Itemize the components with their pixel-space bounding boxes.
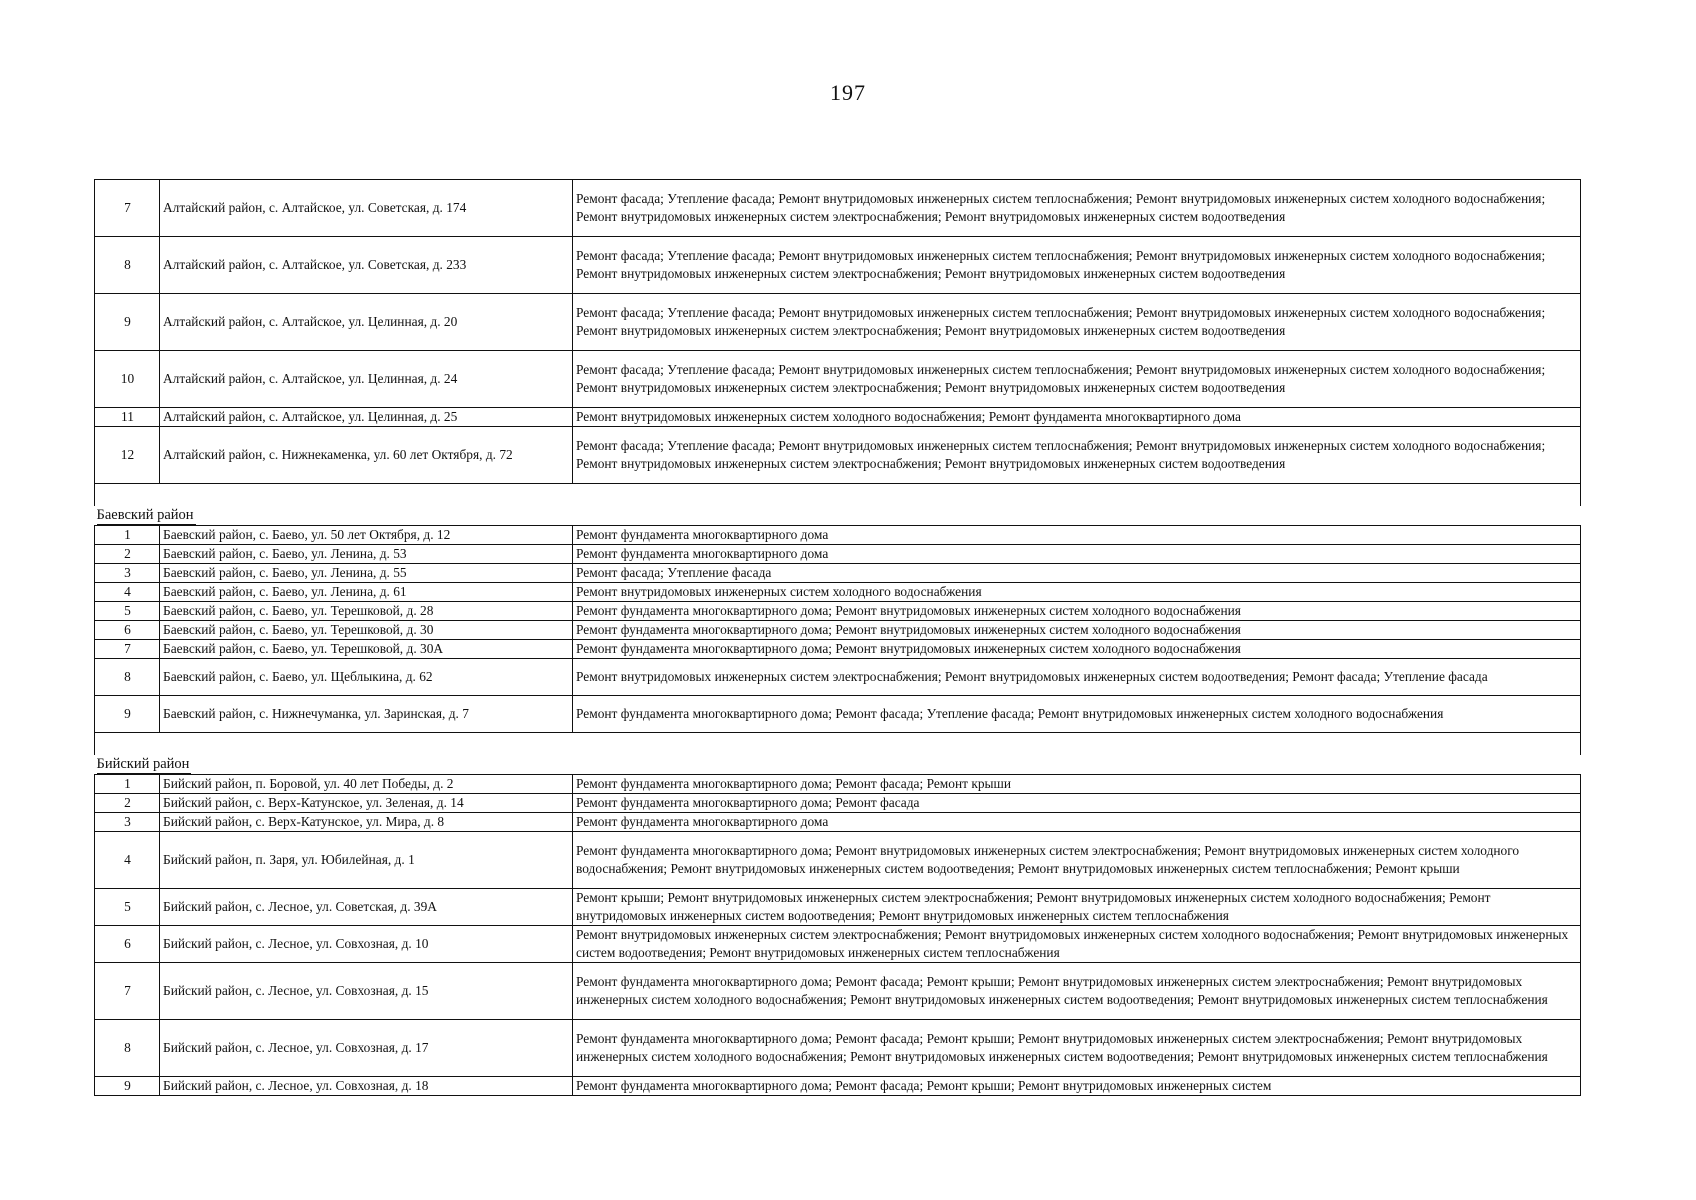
row-works: Ремонт крыши; Ремонт внутридомовых инженерных систем электроснабжения; Ремонт внутридомовых инженерных систем холодного водоснабжения; Ремонт внутридомовых инженерных систем водоотведения; Ремонт внутридомовых инженерных систем теплоснабжения	[573, 889, 1581, 926]
row-address: Бийский район, с. Лесное, ул. Совхозная, д. 15	[160, 963, 573, 1020]
table-row	[95, 621, 1581, 640]
table-row	[95, 640, 1581, 659]
table-row	[95, 775, 1581, 794]
row-address: Бийский район, п. Заря, ул. Юбилейная, д. 1	[160, 832, 573, 889]
row-address: Бийский район, с. Лесное, ул. Советская, д. 39А	[160, 889, 573, 926]
row-works: Ремонт фундамента многоквартирного дома; Ремонт фасада; Ремонт крыши; Ремонт внутридомовых инженерных систем электроснабжения; Ремонт внутридомовых инженерных систем холодного водоснабжения; Ремонт внутридомовых инженерных систем водоотведения; Ремонт внутридомовых инженерных систем теплоснабжения	[573, 963, 1581, 1020]
row-address: Баевский район, с. Баево, ул. 50 лет Октября, д. 12	[160, 526, 573, 545]
district-title: Баевский район	[96, 507, 194, 523]
row-number: 1	[95, 775, 160, 794]
row-number: 4	[95, 832, 160, 889]
row-address: Алтайский район, с. Алтайское, ул. Советская, д. 174	[160, 180, 573, 237]
row-number: 7	[95, 180, 160, 237]
table-row	[95, 237, 1581, 294]
table-row	[95, 294, 1581, 351]
table-row	[95, 180, 1581, 237]
row-address: Алтайский район, с. Нижнекаменка, ул. 60 лет Октября, д. 72	[160, 427, 573, 484]
row-works: Ремонт фасада; Утепление фасада; Ремонт внутридомовых инженерных систем теплоснабжения; Ремонт внутридомовых инженерных систем холодного водоснабжения; Ремонт внутридомовых инженерных систем электроснабжения; Ремонт внутридомовых инженерных систем водоотведения	[573, 351, 1581, 408]
table-row	[95, 351, 1581, 408]
works-table-body	[95, 180, 1581, 1096]
row-number: 9	[95, 294, 160, 351]
table-row	[95, 963, 1581, 1020]
table-row	[95, 1077, 1581, 1096]
table-row	[95, 659, 1581, 696]
row-number: 6	[95, 621, 160, 640]
row-works: Ремонт фундамента многоквартирного дома	[573, 545, 1581, 564]
row-number: 1	[95, 526, 160, 545]
row-works: Ремонт фундамента многоквартирного дома; Ремонт фасада	[573, 794, 1581, 813]
row-number: 4	[95, 583, 160, 602]
row-works: Ремонт фундамента многоквартирного дома; Ремонт фасада; Ремонт крыши; Ремонт внутридомовых инженерных систем	[573, 1077, 1581, 1096]
row-works: Ремонт фасада; Утепление фасада; Ремонт внутридомовых инженерных систем теплоснабжения; Ремонт внутридомовых инженерных систем холодного водоснабжения; Ремонт внутридомовых инженерных систем электроснабжения; Ремонт внутридомовых инженерных систем водоотведения	[573, 294, 1581, 351]
row-number: 11	[95, 408, 160, 427]
row-address: Бийский район, с. Верх-Катунское, ул. Мира, д. 8	[160, 813, 573, 832]
row-number: 9	[95, 696, 160, 733]
row-number: 12	[95, 427, 160, 484]
row-number: 8	[95, 659, 160, 696]
row-address: Алтайский район, с. Алтайское, ул. Целинная, д. 24	[160, 351, 573, 408]
row-works: Ремонт внутридомовых инженерных систем холодного водоснабжения	[573, 583, 1581, 602]
row-number: 2	[95, 794, 160, 813]
row-number: 3	[95, 564, 160, 583]
table-row	[95, 696, 1581, 733]
table-row	[95, 602, 1581, 621]
row-address: Баевский район, с. Баево, ул. Терешковой, д. 30	[160, 621, 573, 640]
table-row	[95, 926, 1581, 963]
row-works: Ремонт фундамента многоквартирного дома	[573, 813, 1581, 832]
table-row	[95, 1020, 1581, 1077]
row-works: Ремонт фундамента многоквартирного дома; Ремонт внутридомовых инженерных систем холодного водоснабжения	[573, 640, 1581, 659]
row-number: 3	[95, 813, 160, 832]
row-works: Ремонт фундамента многоквартирного дома	[573, 526, 1581, 545]
row-address: Баевский район, с. Баево, ул. Ленина, д. 53	[160, 545, 573, 564]
row-address: Бийский район, п. Боровой, ул. 40 лет Победы, д. 2	[160, 775, 573, 794]
row-address: Бийский район, с. Лесное, ул. Совхозная, д. 10	[160, 926, 573, 963]
row-works: Ремонт фасада; Утепление фасада; Ремонт внутридомовых инженерных систем теплоснабжения; Ремонт внутридомовых инженерных систем холодного водоснабжения; Ремонт внутридомовых инженерных систем электроснабжения; Ремонт внутридомовых инженерных систем водоотведения	[573, 237, 1581, 294]
row-number: 8	[95, 1020, 160, 1077]
district-section-header	[95, 755, 1581, 775]
row-number: 6	[95, 926, 160, 963]
table-row	[95, 408, 1581, 427]
row-number: 9	[95, 1077, 160, 1096]
row-number: 5	[95, 889, 160, 926]
row-works: Ремонт фасада; Утепление фасада; Ремонт внутридомовых инженерных систем теплоснабжения; Ремонт внутридомовых инженерных систем холодного водоснабжения; Ремонт внутридомовых инженерных систем электроснабжения; Ремонт внутридомовых инженерных систем водоотведения	[573, 180, 1581, 237]
table-row	[95, 813, 1581, 832]
row-works: Ремонт внутридомовых инженерных систем электроснабжения; Ремонт внутридомовых инженерных систем водоотведения; Ремонт фасада; Утепление фасада	[573, 659, 1581, 696]
table-row	[95, 889, 1581, 926]
row-works: Ремонт фундамента многоквартирного дома; Ремонт внутридомовых инженерных систем холодного водоснабжения	[573, 602, 1581, 621]
row-address: Баевский район, с. Баево, ул. Ленина, д. 61	[160, 583, 573, 602]
page-number: 197	[830, 80, 866, 105]
row-works: Ремонт фундамента многоквартирного дома; Ремонт фасада; Ремонт крыши	[573, 775, 1581, 794]
row-number: 10	[95, 351, 160, 408]
row-number: 5	[95, 602, 160, 621]
row-works: Ремонт внутридомовых инженерных систем электроснабжения; Ремонт внутридомовых инженерных систем холодного водоснабжения; Ремонт внутридомовых инженерных систем водоотведения; Ремонт внутридомовых инженерных систем теплоснабжения	[573, 926, 1581, 963]
section-spacer	[95, 484, 1581, 507]
table-row	[95, 526, 1581, 545]
row-address: Баевский район, с. Баево, ул. Терешковой, д. 30А	[160, 640, 573, 659]
works-table	[94, 179, 1581, 1096]
row-address: Алтайский район, с. Алтайское, ул. Советская, д. 233	[160, 237, 573, 294]
row-address: Бийский район, с. Лесное, ул. Совхозная, д. 18	[160, 1077, 573, 1096]
row-address: Баевский район, с. Баево, ул. Ленина, д. 55	[160, 564, 573, 583]
row-address: Баевский район, с. Нижнечуманка, ул. Заринская, д. 7	[160, 696, 573, 733]
row-number: 7	[95, 963, 160, 1020]
row-works: Ремонт фасада; Утепление фасада	[573, 564, 1581, 583]
row-number: 7	[95, 640, 160, 659]
row-address: Бийский район, с. Верх-Катунское, ул. Зеленая, д. 14	[160, 794, 573, 813]
row-address: Баевский район, с. Баево, ул. Щеблыкина, д. 62	[160, 659, 573, 696]
row-number: 8	[95, 237, 160, 294]
table-row	[95, 564, 1581, 583]
district-section-header	[95, 506, 1581, 526]
row-address: Бийский район, с. Лесное, ул. Совхозная, д. 17	[160, 1020, 573, 1077]
row-address: Баевский район, с. Баево, ул. Терешковой, д. 28	[160, 602, 573, 621]
table-row	[95, 427, 1581, 484]
row-address: Алтайский район, с. Алтайское, ул. Целинная, д. 25	[160, 408, 573, 427]
row-works: Ремонт фундамента многоквартирного дома; Ремонт фасада; Ремонт крыши; Ремонт внутридомовых инженерных систем электроснабжения; Ремонт внутридомовых инженерных систем холодного водоснабжения; Ремонт внутридомовых инженерных систем водоотведения; Ремонт внутридомовых инженерных систем теплоснабжения	[573, 1020, 1581, 1077]
table-row	[95, 832, 1581, 889]
district-title: Бийский район	[96, 756, 190, 772]
table-row	[95, 545, 1581, 564]
section-spacer	[95, 733, 1581, 756]
row-number: 2	[95, 545, 160, 564]
row-works: Ремонт фундамента многоквартирного дома; Ремонт фасада; Утепление фасада; Ремонт внутридомовых инженерных систем холодного водоснабжения	[573, 696, 1581, 733]
row-works: Ремонт фасада; Утепление фасада; Ремонт внутридомовых инженерных систем теплоснабжения; Ремонт внутридомовых инженерных систем холодного водоснабжения; Ремонт внутридомовых инженерных систем электроснабжения; Ремонт внутридомовых инженерных систем водоотведения	[573, 427, 1581, 484]
row-works: Ремонт фундамента многоквартирного дома; Ремонт внутридомовых инженерных систем электроснабжения; Ремонт внутридомовых инженерных систем холодного водоснабжения; Ремонт внутридомовых инженерных систем водоотведения; Ремонт внутридомовых инженерных систем теплоснабжения; Ремонт крыши	[573, 832, 1581, 889]
table-row	[95, 794, 1581, 813]
table-row	[95, 583, 1581, 602]
row-works: Ремонт внутридомовых инженерных систем холодного водоснабжения; Ремонт фундамента многоквартирного дома	[573, 408, 1581, 427]
row-address: Алтайский район, с. Алтайское, ул. Целинная, д. 20	[160, 294, 573, 351]
row-works: Ремонт фундамента многоквартирного дома; Ремонт внутридомовых инженерных систем холодного водоснабжения	[573, 621, 1581, 640]
